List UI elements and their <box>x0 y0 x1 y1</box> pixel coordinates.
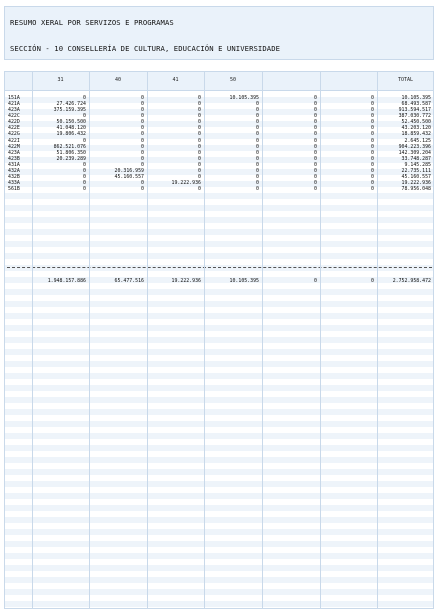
amount-cell: 0 <box>198 186 201 193</box>
amount-cell: 10.105.395 <box>229 278 259 284</box>
program-code: 422C <box>8 113 20 120</box>
amount-cell: 0 <box>83 161 86 168</box>
report-header <box>4 6 434 60</box>
amount-cell: 0 <box>371 180 374 187</box>
amount-cell: 0 <box>141 125 144 132</box>
totals-separator <box>7 267 432 268</box>
amount-cell: 0 <box>83 167 86 174</box>
amount-cell: 9.145.285 <box>404 161 431 168</box>
program-code: 423A <box>8 149 20 156</box>
amount-cell: 0 <box>198 113 201 120</box>
amount-cell: 0 <box>256 107 259 114</box>
amount-cell: 68.493.587 <box>401 101 431 108</box>
amount-cell: 50.150.500 <box>56 119 86 126</box>
amount-cell: 27.426.724 <box>56 101 86 108</box>
amount-cell: 0 <box>141 95 144 101</box>
amount-cell: 0 <box>256 174 259 181</box>
amount-cell: 0 <box>314 131 317 138</box>
amount-cell: 19.222.936 <box>401 180 431 187</box>
amount-cell: 0 <box>83 180 86 187</box>
amount-cell: 0 <box>256 149 259 156</box>
amount-cell: 0 <box>371 101 374 108</box>
amount-cell: 0 <box>314 113 317 120</box>
amount-cell: 0 <box>256 119 259 126</box>
program-code: 151A <box>8 95 20 101</box>
amount-cell: 43.203.120 <box>401 125 431 132</box>
amount-cell: 0 <box>371 119 374 126</box>
column-header: 40 <box>114 77 122 83</box>
amount-cell: 0 <box>198 101 201 108</box>
amount-cell: 52.450.500 <box>401 119 431 126</box>
amount-cell: 45.160.557 <box>114 174 144 181</box>
amount-cell: 0 <box>371 107 374 114</box>
amount-cell: 0 <box>314 167 317 174</box>
amount-cell: 0 <box>371 174 374 181</box>
amount-cell: 0 <box>198 125 201 132</box>
amount-cell: 0 <box>314 119 317 126</box>
column-header: 41 <box>172 77 179 83</box>
program-code: 422M <box>8 143 20 150</box>
program-code: 432B <box>8 174 20 181</box>
amount-cell: 2.752.958.472 <box>392 278 431 284</box>
amount-cell: 0 <box>83 186 86 193</box>
amount-cell: 387.030.772 <box>398 113 431 120</box>
amount-cell: 0 <box>371 186 374 193</box>
table-row <box>5 185 433 193</box>
amount-cell: 0 <box>198 149 201 156</box>
amount-cell: 2.645.125 <box>404 137 431 144</box>
amount-cell: 0 <box>371 131 374 138</box>
amount-cell: 0 <box>83 174 86 181</box>
program-code: 432A <box>8 167 20 174</box>
amount-cell: 0 <box>371 143 374 150</box>
amount-cell: 0 <box>141 143 144 150</box>
budget-table <box>4 71 434 609</box>
amount-cell: 375.159.395 <box>53 107 86 114</box>
amount-cell: 0 <box>256 125 259 132</box>
amount-cell: 904.223.396 <box>398 143 431 150</box>
amount-cell: 862.521.076 <box>53 143 86 150</box>
amount-cell: 0 <box>256 131 259 138</box>
amount-cell: 20.316.959 <box>114 167 144 174</box>
amount-cell: 0 <box>141 119 144 126</box>
amount-cell: 0 <box>314 155 317 162</box>
amount-cell: 0 <box>198 107 201 114</box>
totals-row <box>5 277 433 285</box>
amount-cell: 0 <box>371 149 374 156</box>
amount-cell: 0 <box>314 101 317 108</box>
amount-cell: 65.477.516 <box>114 278 144 284</box>
amount-cell: 0 <box>371 95 374 101</box>
amount-cell: 0 <box>314 278 317 284</box>
amount-cell: 20.239.289 <box>56 155 86 162</box>
program-code: 422E <box>8 125 20 132</box>
amount-cell: 0 <box>314 180 317 187</box>
amount-cell: 19.222.936 <box>171 180 201 187</box>
amount-cell: 0 <box>371 137 374 144</box>
program-code: 561B <box>8 186 20 193</box>
amount-cell: 0 <box>141 137 144 144</box>
amount-cell: 41.048.120 <box>56 125 86 132</box>
program-code: 422D <box>8 119 20 126</box>
amount-cell: 33.748.287 <box>401 155 431 162</box>
amount-cell: 0 <box>256 186 259 193</box>
amount-cell: 0 <box>141 186 144 193</box>
program-code: 421A <box>8 101 20 108</box>
amount-cell: 51.806.350 <box>56 149 86 156</box>
amount-cell: 0 <box>371 161 374 168</box>
amount-cell: 19.222.936 <box>171 278 201 284</box>
amount-cell: 0 <box>256 155 259 162</box>
amount-cell: 0 <box>198 95 201 101</box>
amount-cell: 0 <box>256 137 259 144</box>
amount-cell: 0 <box>314 174 317 181</box>
amount-cell: 45.160.557 <box>401 174 431 181</box>
amount-cell: 0 <box>141 149 144 156</box>
amount-cell: 0 <box>371 278 374 284</box>
amount-cell: 0 <box>256 161 259 168</box>
amount-cell: 0 <box>314 137 317 144</box>
amount-cell: 0 <box>83 113 86 120</box>
program-code: 433A <box>8 180 20 187</box>
amount-cell: 0 <box>141 101 144 108</box>
amount-cell: 0 <box>141 180 144 187</box>
amount-cell: 0 <box>371 125 374 132</box>
amount-cell: 142.309.204 <box>398 149 431 156</box>
amount-cell: 0 <box>141 131 144 138</box>
amount-cell: 0 <box>83 137 86 144</box>
amount-cell: 0 <box>256 113 259 120</box>
amount-cell: 0 <box>314 186 317 193</box>
amount-cell: 0 <box>141 155 144 162</box>
amount-cell: 0 <box>256 143 259 150</box>
amount-cell: 0 <box>83 95 86 101</box>
program-code: 423A <box>8 107 20 114</box>
amount-cell: 0 <box>371 167 374 174</box>
amount-cell: 0 <box>314 161 317 168</box>
amount-cell: 0 <box>371 113 374 120</box>
amount-cell: 0 <box>314 125 317 132</box>
amount-cell: 0 <box>256 167 259 174</box>
column-header: 50 <box>229 77 237 83</box>
amount-cell: 18.859.432 <box>401 131 431 138</box>
amount-cell: 10.105.395 <box>229 95 259 101</box>
section-title: SECCIÓN - 10 CONSELLERÍA DE CULTURA, EDUCACIÓN E UNIVERSIDADE <box>10 44 281 53</box>
program-code: 422G <box>8 131 20 138</box>
amount-cell: 0 <box>314 143 317 150</box>
amount-cell: 0 <box>371 155 374 162</box>
amount-cell: 0 <box>256 180 259 187</box>
amount-cell: 0 <box>198 161 201 168</box>
amount-cell: 0 <box>314 149 317 156</box>
amount-cell: 0 <box>314 107 317 114</box>
amount-cell: 0 <box>198 174 201 181</box>
report-title: RESUMO XERAL POR SERVIZOS E PROGRAMAS <box>10 18 174 27</box>
amount-cell: 0 <box>141 113 144 120</box>
program-code: 423B <box>8 155 20 162</box>
program-code: 431A <box>8 161 20 168</box>
column-header: TOTAL <box>397 77 414 83</box>
amount-cell: 0 <box>198 119 201 126</box>
column-header: 31 <box>57 77 64 83</box>
amount-cell: 0 <box>256 101 259 108</box>
amount-cell: 0 <box>198 137 201 144</box>
amount-cell: 913.594.517 <box>398 107 431 114</box>
amount-cell: 0 <box>198 155 201 162</box>
amount-cell: 19.806.432 <box>56 131 86 138</box>
program-code: 422I <box>8 137 20 144</box>
amount-cell: 22.735.111 <box>401 167 431 174</box>
amount-cell: 78.956.048 <box>401 186 431 193</box>
amount-cell: 0 <box>141 107 144 114</box>
amount-cell: 0 <box>141 161 144 168</box>
amount-cell: 0 <box>198 143 201 150</box>
amount-cell: 0 <box>198 167 201 174</box>
amount-cell: 10.105.395 <box>401 95 431 101</box>
amount-cell: 0 <box>314 95 317 101</box>
amount-cell: 1.948.157.886 <box>47 278 86 284</box>
table-header-row <box>5 72 433 91</box>
amount-cell: 0 <box>198 131 201 138</box>
